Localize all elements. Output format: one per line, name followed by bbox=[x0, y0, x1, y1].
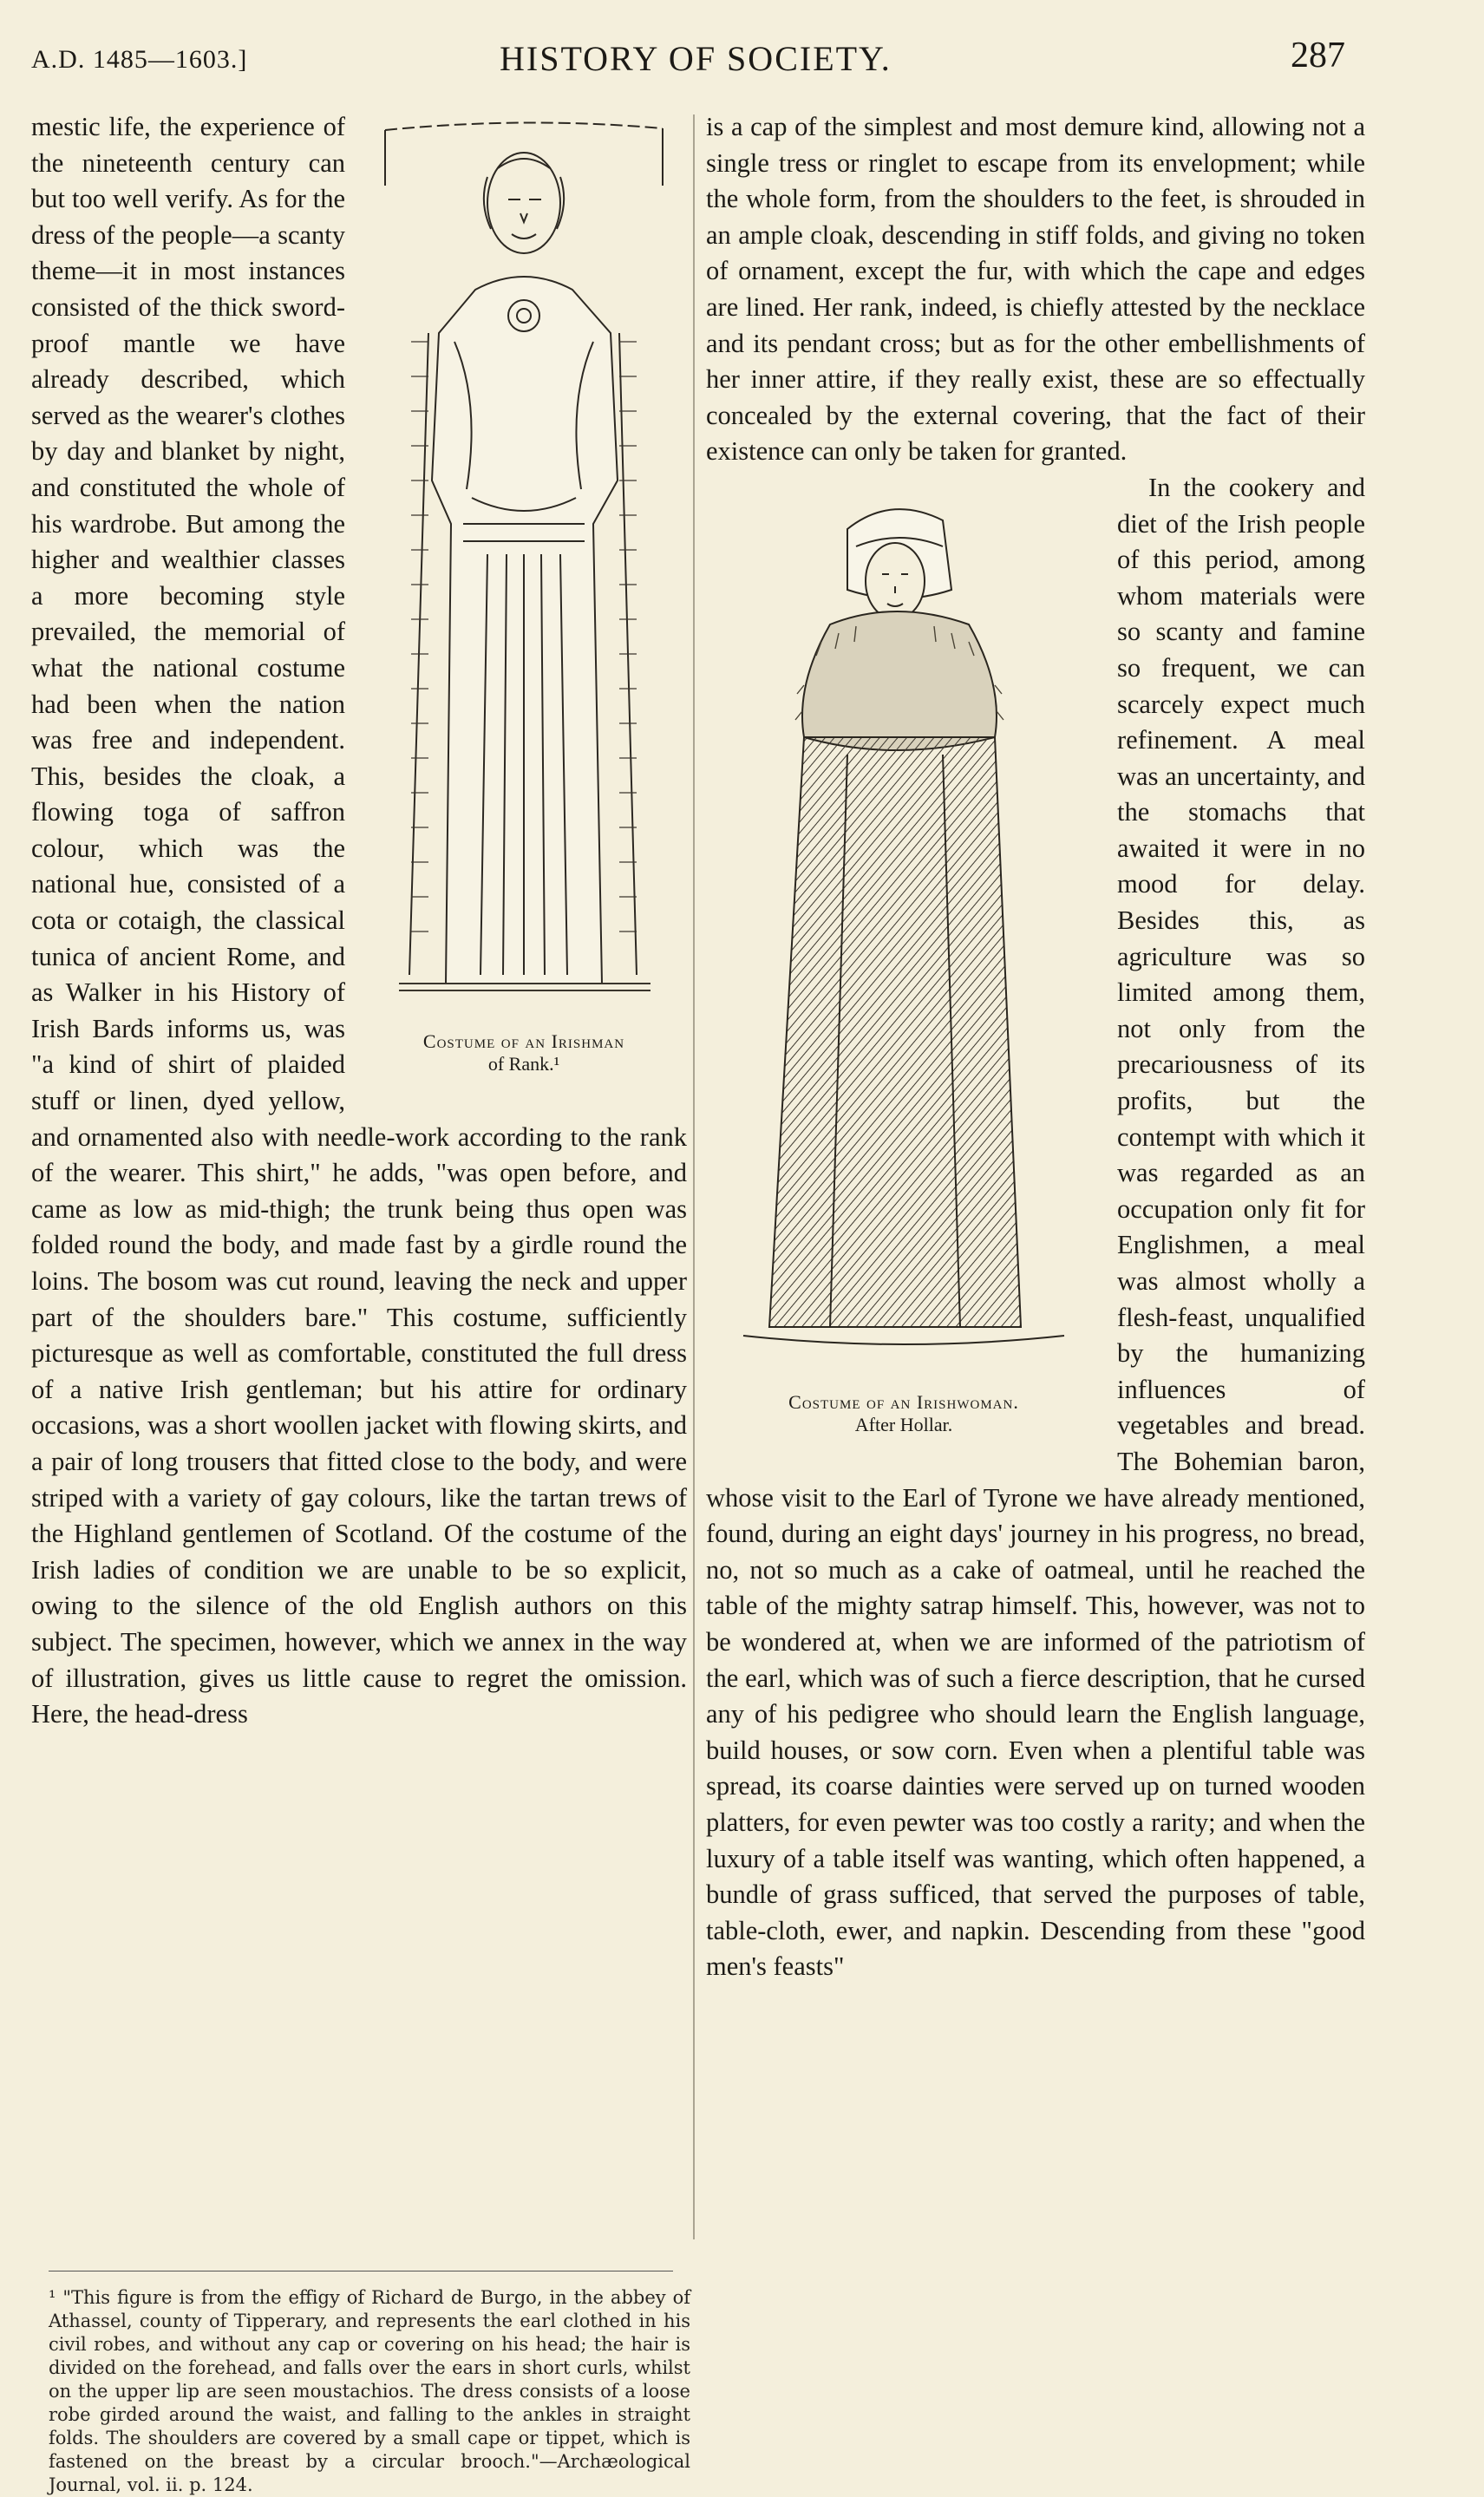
caption-irishwoman-line1: Costume of an Irishwoman. bbox=[788, 1390, 1019, 1413]
left-column-text: mestic life, the experience of the nineteenth century can but too well verify. As for the dress of the people—a scanty theme—it in most instances consisted of the thick sword-proof mantle we have already described, which served as the wearer's clothes by day and blanket by night, and constituted the whole of his wardrobe. But among the higher and wealthier classes a more becoming style prevailed, the memorial of what the national costume had been when the nation was free and independent. This, besides the cloak, a flowing toga of saffron colour, which was the national hue, consisted of a cota or cotaigh, the classical tunica of ancient Rome, and as Walker in his History of Irish Bards informs us, was "a kind of shirt of plaided stuff or linen, dyed yellow, and ornamented also with needle-work according to the rank of the wearer. This shirt," he adds, "was open before, and came as low as mid-thigh; the trunk being thus open was folded round the body, and made fast by a girdle round the loins. The bosom was cut round, leaving the neck and upper part of the shoulders bare." This costume, sufficiently picturesque as well as comfortable, constituted the full dress of a native Irish gentleman; but his attire for ordinary occasions, was a short woollen jacket with flowing skirts, and a pair of long trousers that fitted close to the body, and were striped with a variety of gay colours, like the tartan trews of the Highland gentlemen of Scotland. Of the costume of the Irish ladies of condition we are unable to be so explicit, owing to the silence of the old English authors on this subject. The specimen, however, which we annex in the way of illustration, gives us little cause to regret the omission. Here, the head-dress bbox=[31, 112, 687, 1729]
caption-irishman bbox=[361, 1030, 687, 1075]
page-number: 287 bbox=[1291, 36, 1345, 75]
running-head-title: HISTORY OF SOCIETY. bbox=[500, 39, 892, 78]
caption-irishman-line1: Costume of an Irishman bbox=[422, 1030, 625, 1052]
column-divider bbox=[693, 114, 695, 2239]
footnote: ¹ "This figure is from the effigy of Richard de Burgo, in the abbey of Athassel, county of Tipperary, and represents the earl clothed in his civil robes, and without any cap or covering on his head; the hair is divided on the forehead, and falls over the ears in short curls, whilst on the upper lip are seen moustachios. The dress consists of a loose robe girded around the waist, and falling to the ankles in straight folds. The shoulders are covered by a small cape or tippet, which is fastened on the breast by a circular brooch."—Archæological Journal, vol. ii. p. 124. bbox=[49, 2287, 690, 2495]
right-column-paragraph-1: is a cap of the simplest and most demure kind, allowing not a single tress or ringlet to escape from its envelopment; while the whole form, from the shoulders to the feet, is shrouded in an ample cloak, descending in stiff folds, and giving no token of ornament, except the fur, with which the cape and edges are lined. Her rank, indeed, is chiefly attested by the necklace and its pendant cross; but as for the other embellishments of her inner attire, if they really exist, these are so effectually concealed by the external covering, that the fact of their existence can only be taken for granted. bbox=[706, 112, 1365, 467]
right-column bbox=[706, 109, 1365, 1985]
left-column bbox=[31, 109, 687, 1733]
figure-irishman bbox=[361, 116, 687, 1083]
caption-irishwoman-line2: After Hollar. bbox=[854, 1413, 953, 1435]
caption-irishwoman bbox=[706, 1391, 1102, 1436]
right-column-paragraph-2: In the cookery and diet of the Irish people of this period, among whom materials were so scanty and famine so frequent, we can scarcely expect much refinement. A meal was an uncertainty, and the stomachs that awaited it were in no mood for delay. Besides this, as agriculture was so limited among them, not only from the precariousness of its profits, but the contempt with which it was regarded as an occupation only fit for Englishmen, a meal was almost wholly a flesh-feast, unqualified by the humanizing influences of vegetables and bread. The Bohemian baron, whose visit to the Earl of Tyrone we have already mentioned, found, during an eight days' journey in his progress, no bread, no, not so much as a cake of oatmeal, until he reached the table of the mighty satrap himself. This, however, was not to be wondered at, when we are informed of the patriotism of the earl, which was of such a fierce description, that he cursed any of his pedigree who should learn the English language, build houses, or sow corn. Even when a plentiful table was spread, its coarse dainties were served up on turned wooden platters, for even pewter was too costly a rarity; and when the luxury of a table itself was wanting, which often happened, a bundle of grass sufficed, that served the purposes of table, table-cloth, ewer, and napkin. Descending from these "good men's feasts" bbox=[706, 472, 1365, 1982]
figure-irishwoman bbox=[706, 477, 1102, 1444]
running-head bbox=[31, 35, 1350, 87]
irishwoman-cloak-illustration bbox=[717, 477, 1090, 1379]
running-head-dates: A.D. 1485—1603.] bbox=[31, 45, 248, 74]
caption-irishman-line2: of Rank.¹ bbox=[487, 1053, 560, 1075]
irishman-effigy-illustration bbox=[376, 116, 671, 1018]
